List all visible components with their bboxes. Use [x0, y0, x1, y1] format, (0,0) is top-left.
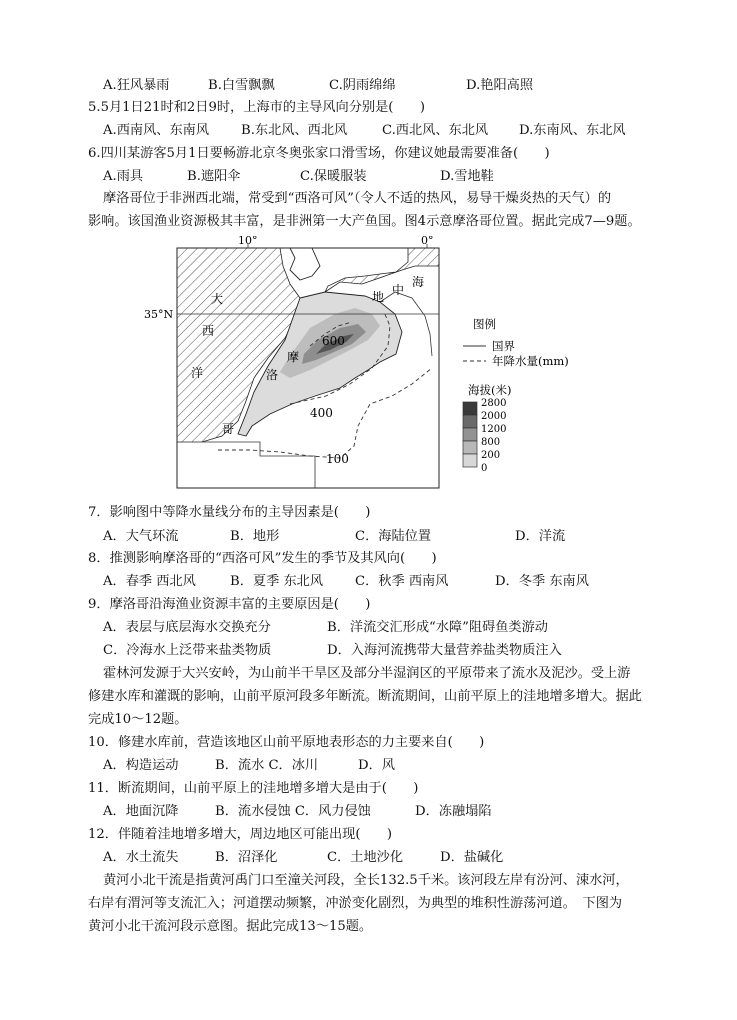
q5-stem: 5.5月1日21时和2日9时，上海市的主导风向分别是( ): [88, 100, 425, 115]
q8-option-c: C．秋季 西南风: [355, 574, 449, 589]
q7-stem: 7．影响图中等降水量线分布的主导因素是( ): [88, 505, 371, 520]
q4-option-d: D.艳阳高照: [466, 78, 534, 93]
q12-option-d: D．盐碱化: [440, 850, 504, 865]
q10-option-a: A．构造运动: [103, 758, 179, 773]
elev-value-2000: 2000: [481, 411, 507, 422]
q6-option-a: A.雨具: [103, 169, 144, 184]
passage3-line3: 黄河小北干流河段示意图。据此完成13～15题。: [88, 919, 373, 934]
q7-option-a: A．大气环流: [103, 529, 179, 544]
ocean-label-1: 大: [211, 292, 224, 306]
legend-border-label: 国界: [492, 339, 515, 353]
elevation-legend: [463, 398, 506, 474]
isohyet-label-400: 400: [310, 406, 333, 420]
isohyet-label-600: 600: [322, 334, 345, 348]
q5-option-d: D.东南风、东北风: [519, 123, 626, 138]
lon-label-10: 10°: [238, 236, 258, 247]
q6-option-b: B.遮阳伞: [187, 169, 241, 184]
legend-isohyet-label: 年降水量(mm): [492, 354, 569, 368]
med-label-1: 地: [372, 290, 385, 304]
q11-option-a: A．地面沉降: [103, 804, 179, 819]
passage1-line2: 影响。该国渔业资源极其丰富，是非洲第一大产鱼国。图4示意摩洛哥位置。据此完成7—9题。: [88, 214, 641, 229]
q5-option-a: A.西南风、东南风: [103, 123, 210, 138]
country-label-3: 哥: [222, 422, 235, 436]
q12-stem: 12．伴随着洼地增多增大，周边地区可能出现( ): [88, 827, 393, 842]
q8-option-d: D．冬季 东南风: [495, 574, 589, 589]
legend-elev-title: 海拔(米): [468, 383, 512, 397]
q5-option-c: C.西北风、东北风: [382, 123, 489, 138]
q4-option-b: B.白雪飘飘: [208, 78, 275, 93]
elev-value-1200: 1200: [481, 424, 507, 435]
q12-option-a: A．水土流失: [103, 850, 179, 865]
legend-title: 图例: [473, 317, 496, 331]
passage3-line2: 右岸有渭河等支流汇入；河道摆动频繁，冲淤变化剧烈，为典型的堆积性游荡河道。 下图为: [88, 896, 623, 911]
elev-value-2800: 2800: [481, 398, 507, 409]
q7-option-d: D．洋流: [515, 529, 566, 544]
passage2-line2: 修建水库和灌溉的影响，山前平原河段多年断流。断流期间，山前平原上的洼地增多增大。据此: [88, 689, 642, 704]
q9-stem: 9．摩洛哥沿海渔业资源丰富的主要原因是( ): [88, 597, 371, 612]
q11-option-b: B．流水侵蚀 C．风力侵蚀: [215, 804, 371, 819]
q10-stem: 10．修建水库前，营造该地区山前平原地表形态的力主要来自( ): [88, 735, 485, 750]
q11-stem: 11．断流期间，山前平原上的洼地增多增大是由于( ): [88, 781, 419, 796]
q6-option-c: C.保暖服装: [300, 169, 367, 184]
isohyet-label-100: 100: [326, 452, 349, 466]
ocean-label-3: 洋: [191, 366, 204, 380]
q9-option-c: C．冷海水上泛带来盐类物质: [103, 643, 272, 658]
q9-option-b: B．洋流交汇形成“水障”阻碍鱼类游动: [327, 620, 548, 635]
q7-option-c: C．海陆位置: [355, 529, 432, 544]
lon-label-0: 0°: [421, 236, 434, 247]
lat-label-35n: 35°N: [144, 308, 174, 321]
passage2-line3: 完成10～12题。: [88, 712, 188, 727]
country-label-2: 洛: [266, 368, 279, 382]
q11-option-d: D．冻融塌陷: [415, 804, 492, 819]
elev-swatch-200: [463, 454, 477, 467]
elev-value-200: 200: [481, 450, 501, 461]
med-label-3: 海: [412, 275, 425, 289]
elev-swatch-800: [463, 441, 477, 454]
q9-option-d: D．入海河流携带大量营养盐类物质注入: [327, 643, 562, 658]
q6-stem: 6.四川某游客5月1日要畅游北京冬奥张家口滑雪场，你建议她最需要准备( ): [88, 146, 550, 161]
elev-value-0: 0: [481, 463, 488, 474]
passage2-line1: 霍林河发源于大兴安岭，为山前半干旱区及部分半湿润区的平原带来了流水及泥沙。受上游: [103, 666, 631, 681]
elev-swatch-2800: [463, 402, 477, 415]
q5-option-b: B.东北风、西北风: [241, 123, 348, 138]
elev-swatch-1200: [463, 428, 477, 441]
ocean-label-2: 西: [202, 324, 215, 338]
med-label-2: 中: [392, 283, 405, 297]
q12-option-b: B．沼泽化: [215, 850, 278, 865]
q8-option-b: B．夏季 东北风: [230, 574, 324, 589]
q8-option-a: A．春季 西北风: [103, 574, 196, 589]
passage1-line1: 摩洛哥位于非洲西北端，常受到“西洛可风”（令人不适的热风，易导干燥炎热的天气）的: [103, 191, 612, 206]
q4-option-a: A.狂风暴雨: [103, 78, 170, 93]
q10-option-d: D．风: [358, 758, 395, 773]
country-label-1: 摩: [287, 350, 300, 364]
elev-swatch-2000: [463, 415, 477, 428]
q8-stem: 8．推测影响摩洛哥的“西洛可风”发生的季节及其风向( ): [88, 551, 437, 566]
morocco-map: [140, 236, 620, 496]
q12-option-c: C．土地沙化: [327, 850, 404, 865]
passage3-line1: 黄河小北干流是指黄河禹门口至潼关河段，全长132.5千米。该河段左岸有汾河、涑水河，: [103, 873, 629, 888]
q4-option-c: C.阴雨绵绵: [329, 78, 396, 93]
q9-option-a: A．表层与底层海水交换充分: [103, 620, 271, 635]
q10-option-b: B．流水 C．冰川: [215, 758, 319, 773]
q7-option-b: B．地形: [230, 529, 280, 544]
elev-value-800: 800: [481, 437, 501, 448]
q6-option-d: D.雪地鞋: [440, 169, 494, 184]
